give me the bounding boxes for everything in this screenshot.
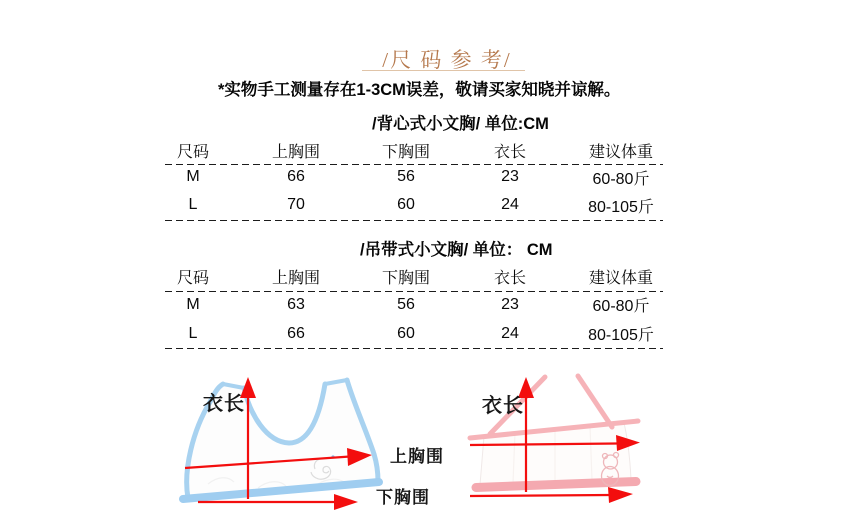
upper-bust-cell: 66 (287, 168, 305, 185)
measurement-disclaimer: *实物手工测量存在1-3CM误差，敬请买家知晓并谅解。 (218, 81, 621, 99)
table-row (165, 290, 663, 319)
garment-length-label: 衣长 (482, 395, 524, 417)
bottom-band (476, 482, 636, 488)
column-header-lower-bust: 下胸围 (381, 143, 430, 161)
column-header-length: 衣长 (493, 143, 526, 161)
table-row (165, 163, 663, 191)
weight-cell: 60-80斤 (592, 170, 650, 188)
lower-bust-label: 下胸围 (376, 488, 430, 507)
size-cell: M (186, 168, 200, 185)
length-cell: 24 (501, 324, 519, 342)
column-header-upper-bust: 上胸围 (271, 143, 320, 161)
table-divider (165, 348, 663, 349)
lower-bust-cell: 60 (397, 196, 415, 213)
size-cell: M (186, 295, 200, 313)
lower-bust-cell: 60 (397, 324, 415, 342)
table-divider (165, 164, 663, 165)
table-divider (165, 220, 663, 221)
weight-cell: 80-105斤 (588, 198, 654, 216)
upper-bust-label: 上胸围 (390, 447, 444, 466)
lower-bust-cell: 56 (397, 168, 415, 185)
column-header-lower-bust: 下胸围 (381, 270, 430, 287)
table-divider (165, 291, 663, 292)
length-cell: 23 (501, 295, 519, 313)
upper-bust-cell: 70 (287, 196, 305, 213)
lower-bust-cell: 56 (397, 295, 415, 313)
upper-bust-cell: 66 (287, 324, 305, 342)
weight-cell: 80-105斤 (588, 327, 654, 344)
column-header-size: 尺码 (176, 143, 209, 161)
vest-size-table (165, 137, 663, 219)
column-header-length: 衣长 (493, 270, 526, 287)
title-underline (362, 70, 525, 71)
size-cell: L (188, 324, 198, 342)
table-row (165, 191, 663, 219)
column-header-size: 尺码 (176, 270, 209, 287)
size-cell: L (188, 196, 198, 213)
vest-table-caption: /背心式小文胸/ 单位:CM (372, 115, 549, 133)
table-row (165, 319, 663, 348)
length-cell: 24 (501, 196, 519, 213)
strap-table-caption: /吊带式小文胸/ 单位： CM (360, 241, 553, 259)
weight-cell: 60-80斤 (592, 298, 650, 315)
column-header-weight: 建议体重 (588, 143, 653, 161)
column-header-upper-bust: 上胸围 (271, 270, 320, 287)
table-header-row (165, 263, 663, 290)
garment-length-label: 衣长 (203, 393, 245, 415)
length-cell: 23 (501, 168, 519, 185)
column-header-weight: 建议体重 (588, 270, 653, 287)
page-title: /尺 码 参 考/ (382, 48, 512, 72)
upper-bust-cell: 63 (287, 295, 305, 313)
strap-size-table (165, 263, 663, 348)
table-header-row (165, 137, 663, 163)
